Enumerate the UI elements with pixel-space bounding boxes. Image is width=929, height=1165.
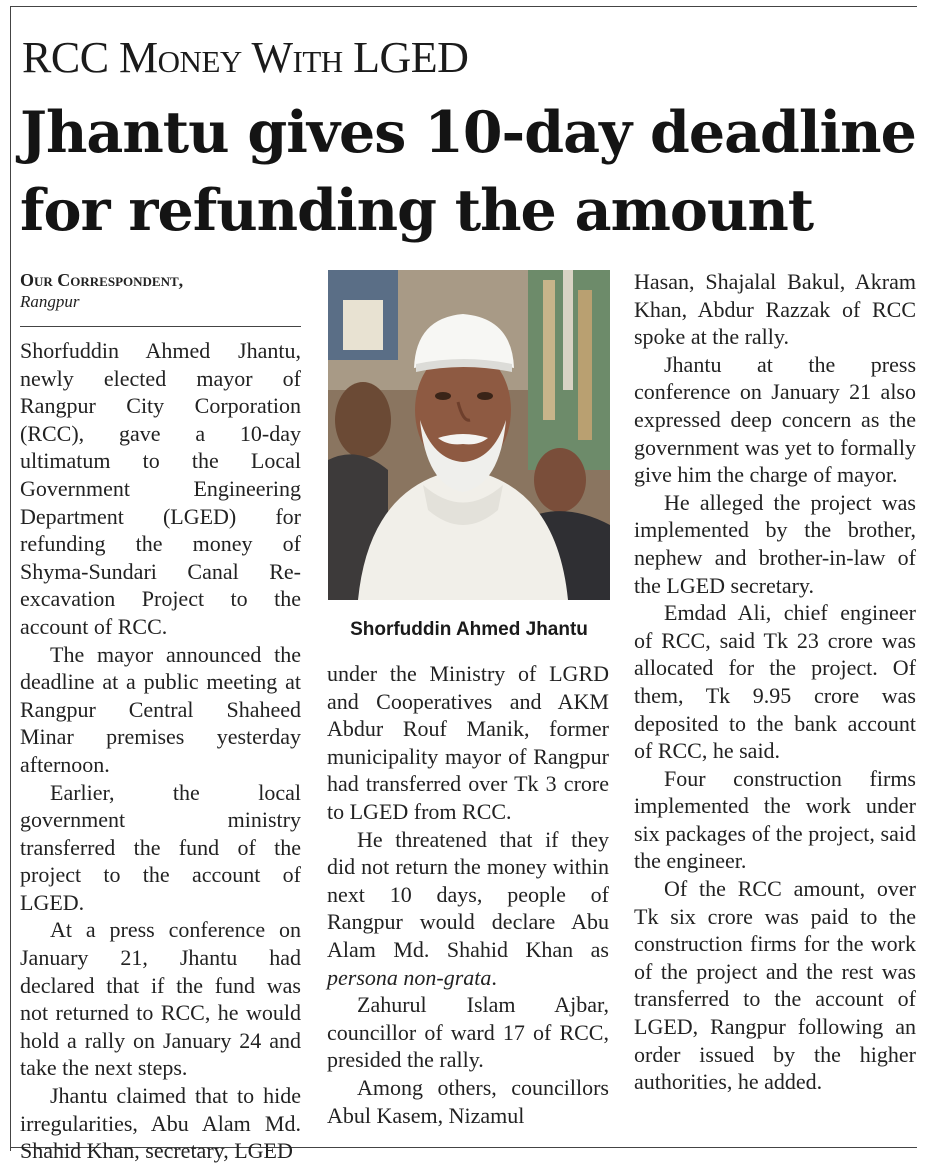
italic-term: persona non-grata: [327, 964, 492, 990]
paragraph: At a press conference on January 21, Jhantu had declared that if the fund was not returned to RCC, he would hold a rally on January 24 and take the next steps.: [20, 917, 301, 1081]
paragraph: Emdad Ali, chief engineer of RCC, said Tk 23 crore was allocated for the project. Of them, Tk 9.95 crore was deposited to the bank account of RCC, he said.: [634, 600, 916, 764]
paragraph: Of the RCC amount, over Tk six crore was paid to the construction firms for the work of the project and the rest was transferred to the account of LGED, Rangpur following an order issued by the higher authorities, he added.: [634, 876, 916, 1095]
portrait-illustration: [328, 270, 610, 600]
paragraph: Hasan, Shajalal Bakul, Akram Khan, Abdur Razzak of RCC spoke at the rally.: [634, 269, 916, 350]
paragraph: Shorfuddin Ahmed Jhantu, newly elected mayor of Rangpur City Corporation (RCC), gave a 10-day ultimatum to the Local Government Engineering Department (LGED) for refunding the money of Shyma-Sundari Canal Re-excavation Project to the account of RCC.: [20, 338, 301, 639]
paragraph: [327, 826, 609, 992]
kicker: RCC Money With LGED: [22, 33, 469, 82]
paragraph: Jhantu at the press conference on January 21 also expressed deep concern as the government was yet to formally give him the charge of mayor.: [634, 351, 916, 488]
column-3: [634, 268, 916, 1096]
top-border: [10, 6, 917, 7]
paragraph-text: He threatened that if they did not return the money within next 10 days, people of Rangpur would declare Abu Alam Md. Shahid Khan as: [327, 826, 609, 962]
headline: Jhantu gives 10-day deadline for refunding the amount: [20, 99, 916, 244]
paragraph: The mayor announced the deadline at a public meeting at Rangpur Central Shaheed Minar premises yesterday afternoon.: [20, 641, 301, 777]
byline-name: Our Correspondent,: [20, 270, 184, 290]
paragraph-period: .: [491, 964, 497, 990]
mayor-photo: [328, 270, 610, 600]
column-1: [20, 268, 301, 1165]
paragraph: Among others, councillors Abul Kasem, Nizamul: [327, 1074, 609, 1128]
paragraph: Jhantu claimed that to hide irregularities, Abu Alam Md. Shahid Khan, secretary, LGED: [20, 1083, 301, 1164]
byline-place: Rangpur: [20, 292, 80, 311]
paragraph: He alleged the project was implemented by the brother, nephew and brother-in-law of the LGED secretary.: [634, 489, 916, 598]
paragraph: Zahurul Islam Ajbar, councillor of ward 17 of RCC, presided the rally.: [327, 992, 609, 1073]
left-border: [10, 6, 11, 1151]
paragraph: Four construction firms implemented the work under six packages of the project, said the engineer.: [634, 765, 916, 874]
paragraph: under the Ministry of LGRD and Cooperatives and AKM Abdur Rouf Manik, former municipality mayor of Rangpur had transferred over Tk 3 crore to LGED from RCC.: [327, 661, 609, 824]
photo-caption: Shorfuddin Ahmed Jhantu: [350, 619, 588, 640]
byline-divider: [20, 326, 301, 327]
paragraph: Earlier, the local government ministry transferred the fund of the project to the account of LGED.: [20, 779, 301, 915]
column-2: [327, 660, 609, 1129]
